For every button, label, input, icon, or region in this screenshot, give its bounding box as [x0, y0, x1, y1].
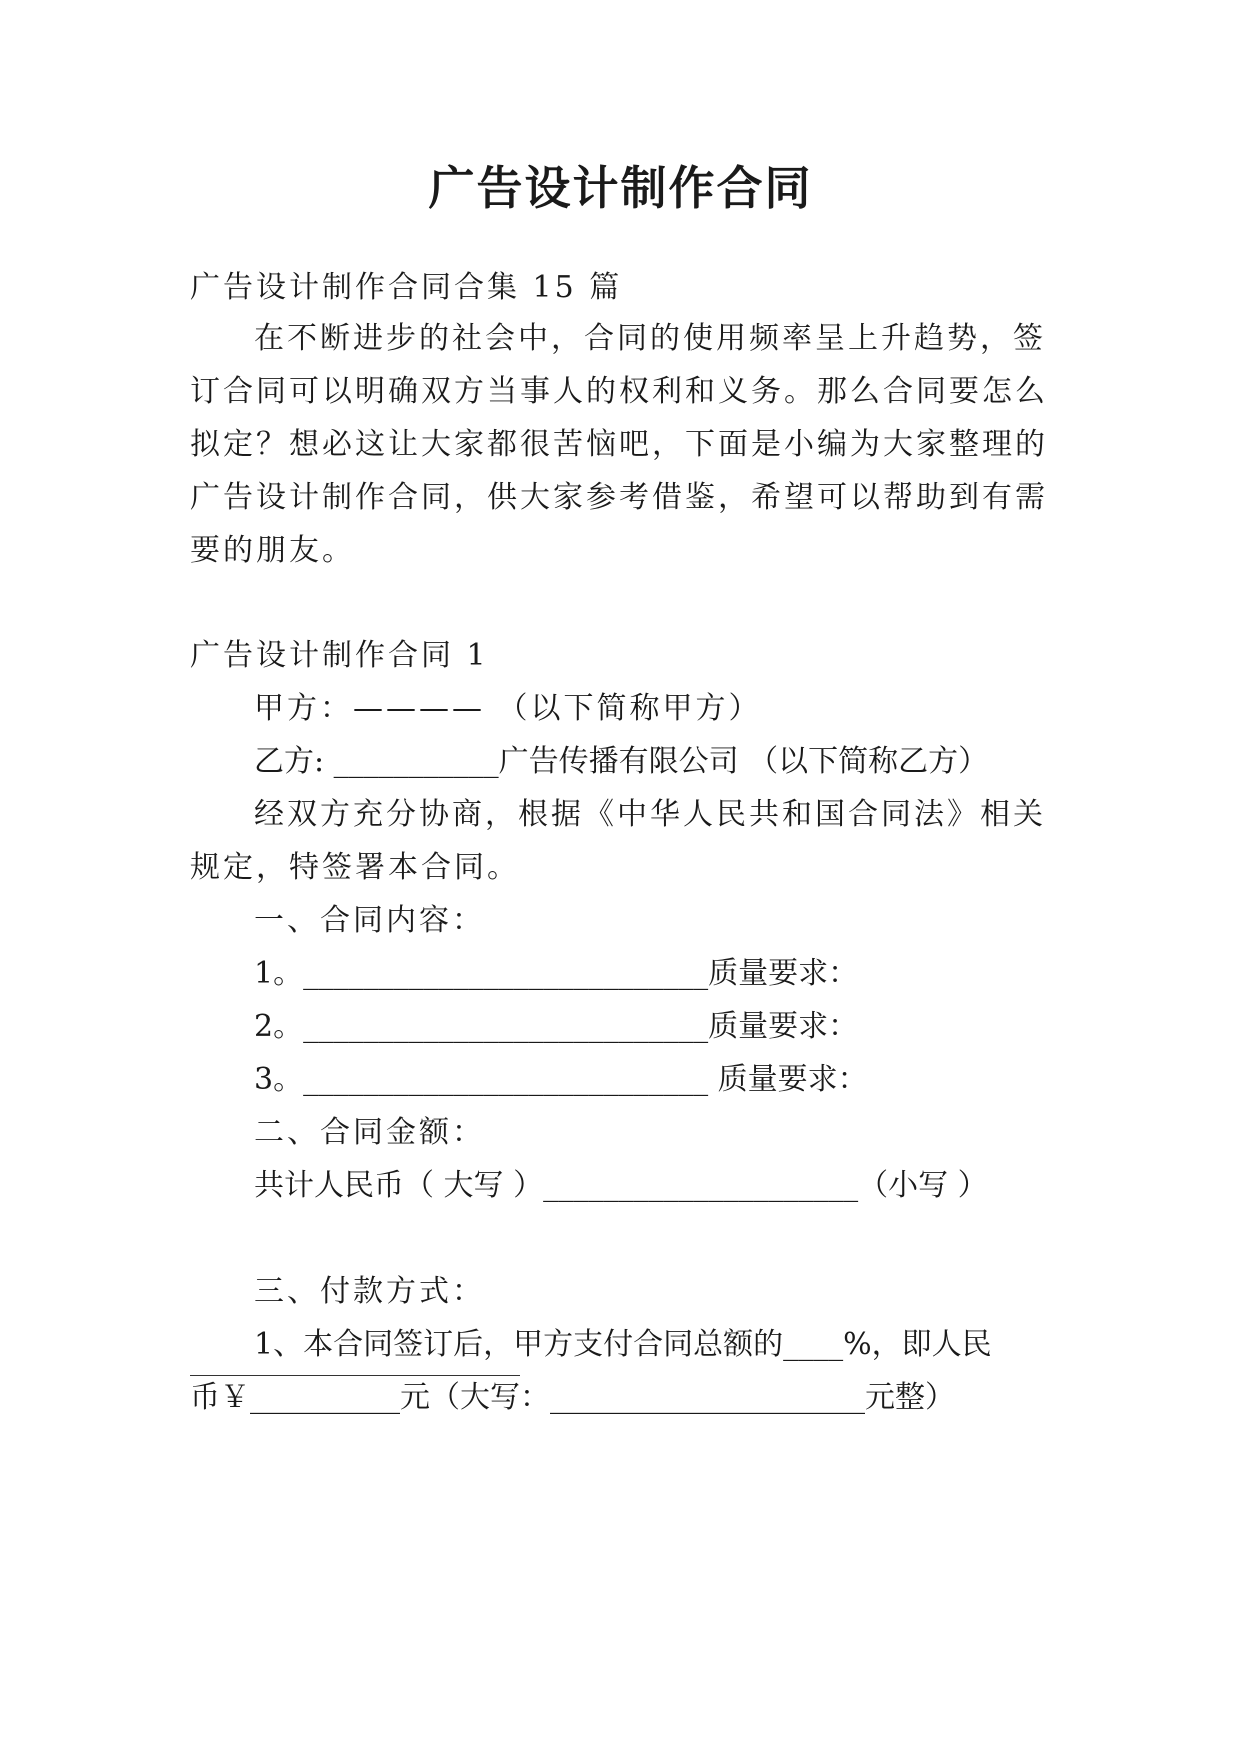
content-item: 1。___________________________质量要求：	[254, 956, 859, 991]
intro-line: 订合同可以明确双方当事人的权利和义务。那么合同要怎么	[190, 374, 1048, 409]
document-subtitle: 广告设计制作合同合集 15 篇	[190, 270, 623, 305]
party-a: 甲方：———— （以下简称甲方）	[254, 691, 762, 726]
amount-line: 共计人民币（ 大写 ）_____________________（小写 ）	[254, 1168, 988, 1203]
section-heading-amount: 二、合同金额：	[254, 1115, 485, 1150]
agreement-line: 规定，特签署本合同。	[190, 850, 520, 885]
intro-line: 拟定？想必这让大家都很苦恼吧，下面是小编为大家整理的	[190, 427, 1048, 462]
section-heading-content: 一、合同内容：	[254, 903, 485, 938]
section-heading-payment: 三、付款方式：	[254, 1274, 485, 1309]
payment-line: 1、本合同签订后，甲方支付合同总额的____%，即人民	[254, 1327, 992, 1362]
contract-heading: 广告设计制作合同 1	[190, 638, 489, 673]
agreement-line: 经双方充分协商，根据《中华人民共和国合同法》相关	[254, 797, 1046, 832]
party-b: 乙方: ___________广告传播有限公司 （以下简称乙方）	[254, 744, 989, 779]
amount-blank-rule	[190, 1375, 520, 1376]
payment-line: 币￥__________元（大写：_____________________元整）	[190, 1380, 955, 1415]
content-item: 3。___________________________ 质量要求：	[254, 1062, 868, 1097]
intro-line: 要的朋友。	[190, 533, 355, 568]
intro-line: 在不断进步的社会中，合同的使用频率呈上升趋势，签	[254, 321, 1046, 356]
intro-line: 广告设计制作合同，供大家参考借鉴，希望可以帮助到有需	[190, 480, 1048, 515]
document-title: 广告设计制作合同	[428, 161, 813, 215]
content-item: 2。___________________________质量要求：	[254, 1009, 859, 1044]
